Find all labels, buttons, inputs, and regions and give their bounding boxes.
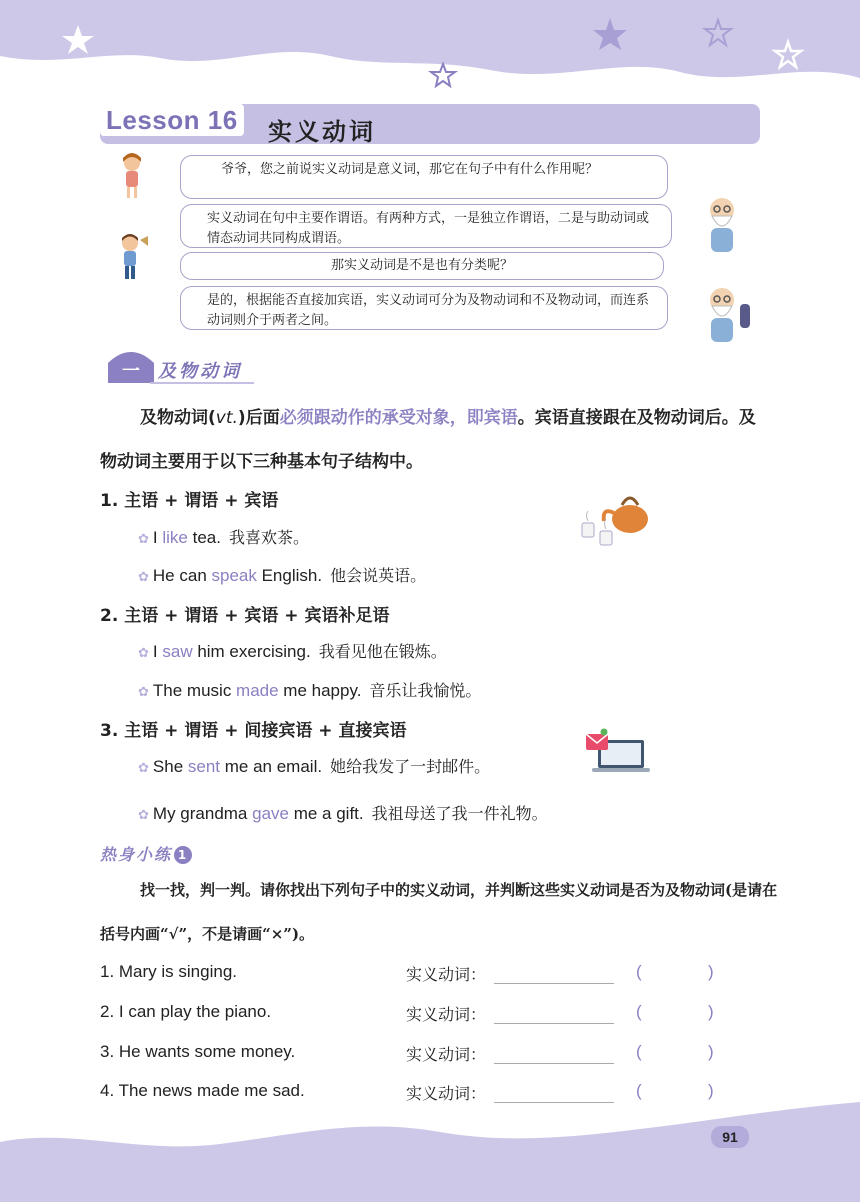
answer-blank[interactable] [494,982,614,984]
judgement-paren-open[interactable]: ( [636,1081,642,1100]
intro-text: 及物动词( [140,408,216,428]
star-bullet-icon: ✿ [138,760,149,775]
question-label: 实义动词： [406,1005,487,1024]
example-sentence: ✿ The music made me happy. 音乐让我愉悦。 [138,681,482,700]
warmup-title-text: 热身小练 [100,845,173,864]
question-label: 实义动词： [406,1045,487,1064]
judgement-paren-close[interactable]: ) [708,962,714,981]
intro-text: 。宾语直接跟在及物动词后。及物动词主要用于以下三种基本句子结构中。 [100,408,756,472]
star-bullet-icon: ✿ [138,645,149,660]
star-bullet-icon: ✿ [138,807,149,822]
speech-bubble [180,204,672,248]
dialogue-text: 爷爷，您之前说实义动词是意义词，那它在句子中有什么作用呢？ [221,162,599,177]
warmup-number-badge: 1 [174,846,192,864]
judgement-paren-close[interactable]: ) [708,1081,714,1100]
intro-highlight: 必须跟动作的承受对象，即宾语 [279,408,518,428]
example-sentence: ✿ My grandma gave me a gift. 我祖母送了我一件礼物。 [138,804,548,823]
question-sentence: 2. I can play the piano. [100,1002,272,1021]
lesson-number: Lesson 16 [100,104,244,136]
structure-heading: 1. 主语 + 谓语 + 宾语 [100,491,279,511]
speech-bubble [180,252,664,280]
speech-bubble [180,286,668,330]
intro-text: )后面 [237,408,280,428]
svg-text:一: 一 [122,361,140,382]
warmup-title [100,842,192,865]
star-bullet-icon: ✿ [138,531,149,546]
judgement-paren-close[interactable]: ) [708,1042,714,1061]
section-title: 及物动词 [158,361,242,382]
judgement-paren-open[interactable]: ( [636,1042,642,1061]
email-laptop-illustration [584,728,654,778]
girl-illustration [118,152,146,200]
answer-blank[interactable] [494,1022,614,1024]
example-sentence: ✿ She sent me an email. 她给我发了一封邮件。 [138,757,491,776]
example-sentence: ✿ He can speak English. 他会说英语。 [138,566,427,585]
footer-wave [0,1098,860,1202]
grandpa-illustration [700,282,754,348]
star-bullet-icon: ✿ [138,569,149,584]
structure-heading: 2. 主语 + 谓语 + 宾语 + 宾语补足语 [100,606,390,626]
grandpa-illustration [700,192,744,258]
judgement-paren-close[interactable]: ) [708,1002,714,1021]
intro-paragraph [100,396,770,484]
star-bullet-icon: ✿ [138,684,149,699]
warmup-instruction: 找一找，判一判。请你找出下列句子中的实义动词，并判断这些实义动词是否为及物动词(是请在括号内画“√”，不是请画“×”)。 [100,881,778,943]
header-wave [0,0,860,100]
page-number: 91 [711,1126,749,1148]
question-sentence: 4. The news made me sad. [100,1081,305,1100]
boy-illustration [116,232,150,282]
vt-abbrev: vt. [215,408,238,428]
structure-heading: 3. 主语 + 谓语 + 间接宾语 + 直接宾语 [100,721,407,741]
teapot-illustration [578,487,658,555]
star-icon [431,64,455,86]
question-label: 实义动词： [406,965,487,984]
section-underline [150,382,254,384]
question-sentence: 1. Mary is singing. [100,962,237,981]
answer-blank[interactable] [494,1062,614,1064]
dialogue-text: 实义动词在句中主要作谓语。有两种方式，一是独立作谓语，二是与助动词或情态动词共同构成谓语。 [207,211,650,246]
judgement-paren-open[interactable]: ( [636,1002,642,1021]
question-label: 实义动词： [406,1084,487,1103]
judgement-paren-open[interactable]: ( [636,962,642,981]
dialogue-text: 是的，根据能否直接加宾语，实义动词可分为及物动词和不及物动词，而连系动词则介于两者之间。 [207,293,650,328]
speech-bubble [180,155,668,199]
example-sentence: ✿ I saw him exercising. 我看见他在锻炼。 [138,642,447,661]
lesson-title: 实义动词 [268,118,376,146]
example-sentence: ✿ I like tea. 我喜欢茶。 [138,528,309,547]
dialogue-text: 那实义动词是不是也有分类呢？ [330,258,513,273]
question-sentence: 3. He wants some money. [100,1042,296,1061]
section-number-badge [104,345,158,383]
